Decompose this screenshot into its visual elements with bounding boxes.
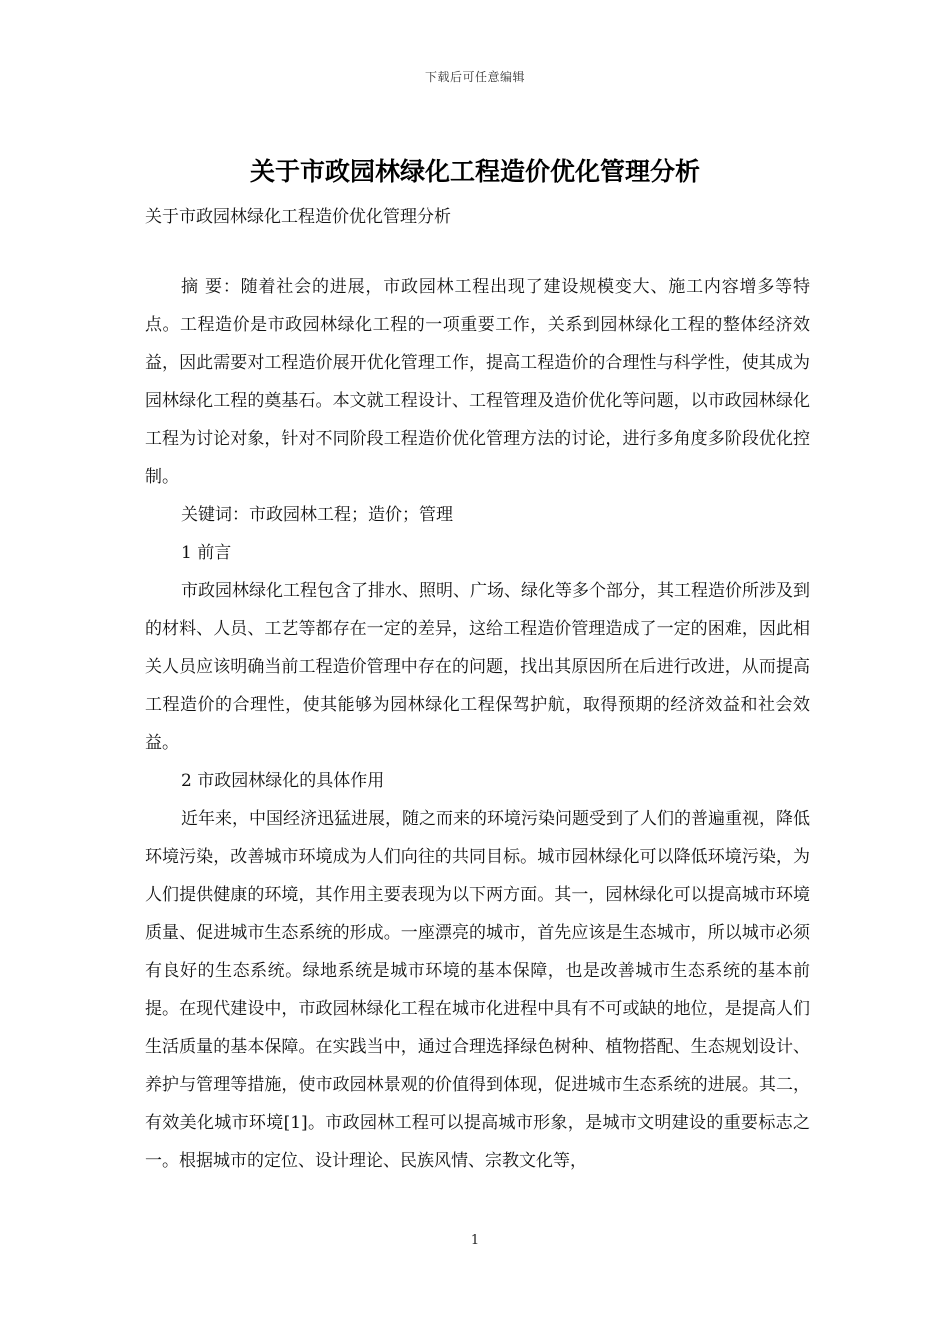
- section-1-heading: 1 前言: [181, 543, 232, 563]
- document-body: [145, 268, 810, 1180]
- section-2-heading: 2 市政园林绿化的具体作用: [181, 771, 385, 791]
- document-subtitle: 关于市政园林绿化工程造价优化管理分析: [145, 207, 451, 227]
- page-number: 1: [470, 1233, 480, 1248]
- section-1-paragraph: 市政园林绿化工程包含了排水、照明、广场、绿化等多个部分，其工程造价所涉及到的材料、人员、工艺等都存在一定的差异，这给工程造价管理造成了一定的困难，因此相关人员应该明确当前工程造价管理中存在的问题，找出其原因所在后进行改进，从而提高工程造价的合理性，使其能够为园林绿化工程保驾护航，取得预期的经济效益和社会效益。: [145, 581, 810, 753]
- document-title: 关于市政园林绿化工程造价优化管理分析: [249, 157, 700, 186]
- keywords-line: 关键词：市政园林工程；造价；管理: [181, 505, 453, 525]
- section-2-paragraph: 近年来，中国经济迅猛进展，随之而来的环境污染问题受到了人们的普遍重视，降低环境污染，改善城市环境成为人们向往的共同目标。城市园林绿化可以降低环境污染，为人们提供健康的环境，其作用主要表现为以下两方面。其一，园林绿化可以提高城市环境质量、促进城市生态系统的形成。一座漂亮的城市，首先应该是生态城市，所以城市必须有良好的生态系统。绿地系统是城市环境的基本保障，也是改善城市生态系统的基本前提。在现代建设中，市政园林绿化工程在城市化进程中具有不可或缺的地位，是提高人们生活质量的基本保障。在实践当中，通过合理选择绿色树种、植物搭配、生态规划设计、养护与管理等措施，使市政园林景观的价值得到体现，促进城市生态系统的进展。其二，有效美化城市环境[1]。市政园林工程可以提高城市形象，是城市文明建设的重要标志之一。根据城市的定位、设计理论、民族风情、宗教文化等，: [145, 809, 810, 1171]
- abstract-paragraph: 摘 要：随着社会的进展，市政园林工程出现了建设规模变大、施工内容增多等特点。工程造价是市政园林绿化工程的一项重要工作，关系到园林绿化工程的整体经济效益，因此需要对工程造价展开优化管理工作，提高工程造价的合理性与科学性，使其成为园林绿化工程的奠基石。本文就工程设计、工程管理及造价优化等问题，以市政园林绿化工程为讨论对象，针对不同阶段工程造价优化管理方法的讨论，进行多角度多阶段优化控制。: [145, 277, 810, 487]
- header-note: 下载后可任意编辑: [424, 70, 525, 84]
